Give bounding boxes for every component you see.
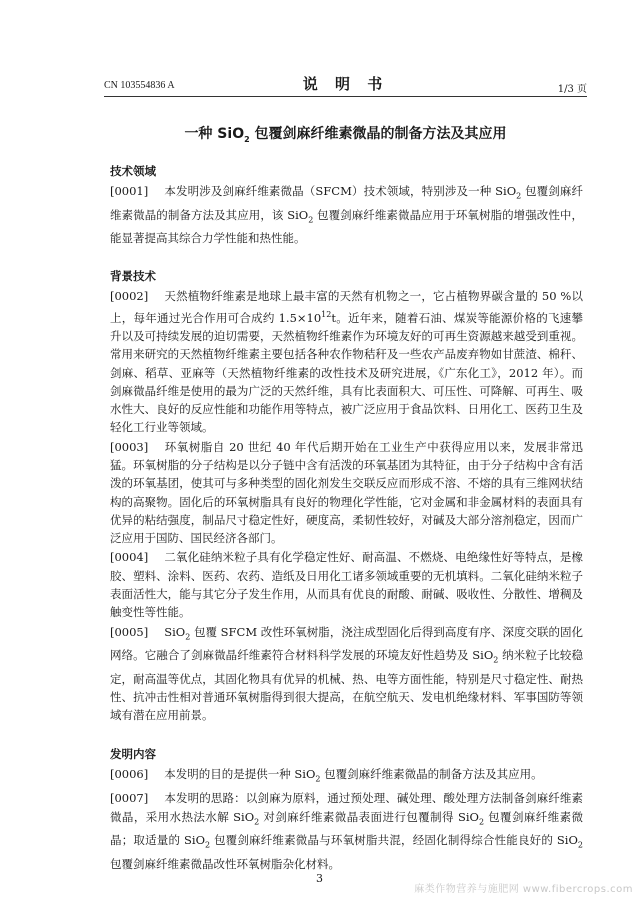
subscript: 2 [493, 655, 499, 665]
subscript: 2 [205, 840, 211, 850]
subscript: 2 [254, 816, 260, 826]
subscript: 2 [185, 631, 191, 641]
paragraph-text: 纳米粒子比较稳定，耐高温等优点，其固化物具有优异的机械、热、电等方面性能，特别是尺寸稳定性、耐热性、抗冲击性相对普通环氧树脂得到很大提高，在航空航天、发电机绝缘材料、军事国防等领域有潜在应用前景。 [110, 648, 583, 723]
paragraph-text: 包覆剑麻纤维素微晶的制备方法及其应用，该 SiO [110, 184, 583, 222]
paragraph-text: 天然植物纤维素是地球上最丰富的天然有机物之一，它占植物界碳含量的 50 %以上，每年通过光合作用可合成约 1.5×10 [110, 289, 583, 325]
paragraph-text: 包覆剑麻纤维素微晶改性环氧树脂杂化材料。 [110, 856, 340, 871]
paragraph-text: 包覆剑麻纤维素微晶与环氧树脂共混，经固化制得综合性能良好的 SiO [210, 833, 578, 848]
paragraph-text: 包覆剑麻纤维素微晶；取适量的 SiO [110, 809, 584, 848]
paragraph-text: 对剑麻纤维素微晶表面进行包覆制得 SiO [259, 809, 479, 824]
title-subscript: 2 [244, 134, 250, 144]
document-title [104, 123, 587, 144]
page-header [104, 72, 587, 96]
title-part: 包覆剑麻纤维素微晶的制备方法及其应用 [249, 126, 507, 142]
paragraph-0002 [110, 287, 583, 436]
paragraph-number: [0004] [110, 550, 149, 565]
paragraph-0004 [110, 548, 583, 621]
page-indicator: 1/3 页 [557, 84, 587, 95]
paragraph-text: 包覆剑麻纤维素微晶应用于环氧树脂的增强改性中，能显著提高其综合力学性能和热性能。 [110, 207, 584, 246]
paragraph-text: 二氧化硅纳米粒子具有化学稳定性好、耐高温、不燃烧、电绝缘性好等特点，是橡胶、塑料、涂料、医药、农药、造纸及日用化工诸多领域重要的无机填料。二氧化硅纳米粒子表面活性大，能与其它分子发生作用，从而具有优良的耐酸、耐碱、吸收性、分散性、增稠及触变性等性能。 [110, 550, 583, 620]
section-heading-background: 背景技术 [110, 269, 156, 284]
subscript: 2 [478, 816, 485, 826]
site-watermark: 麻类作物营养与施肥网 www.fibercrops.com [414, 884, 633, 895]
paragraph-text: 本发明涉及剑麻纤维素微晶（SFCM）技术领域，特别涉及一种 SiO [164, 184, 517, 198]
document-type-title: 说 明 书 [302, 75, 389, 93]
subscript: 2 [308, 214, 314, 224]
section-heading-invention: 发明内容 [110, 746, 156, 761]
paragraph-text: 包覆剑麻纤维素微晶的制备方法及其应用。 [320, 766, 543, 781]
paragraph-number: [0002] [110, 289, 149, 304]
header-divider [104, 96, 587, 97]
paragraph-text: SiO [164, 624, 186, 639]
page-number: 3 [316, 872, 323, 885]
superscript: 12 [321, 309, 332, 319]
paragraph-0005 [110, 623, 583, 725]
paragraph-number: [0007] [110, 791, 149, 806]
subscript: 2 [516, 191, 522, 201]
section-heading-tech-field: 技术领域 [110, 164, 156, 178]
subscript: 2 [315, 774, 321, 784]
paragraph-text: 环氧树脂自 20 世纪 40 年代后期开始在工业生产中获得应用以来，发展非常迅猛。环氧树脂的分子结构是以分子链中含有活泼的环氧基团为其特征，由于分子结构中含有活泼的环氧基团，使其可与多种类型的固化剂发生交联反应而形成不溶、不熔的具有三维网状结构的高聚物。固化后的环氧树脂具有良好的物理化学性能，它对金属和非金属材料的表面具有优异的粘结强度，制品尺寸稳定性好，硬度高，柔韧性较好，对碱及大部分溶剂稳定，因而广泛应用于国防、国民经济各部门。 [110, 439, 583, 546]
patent-number: CN 103554836 A [104, 80, 175, 91]
paragraph-number: [0006] [110, 766, 149, 781]
paragraph-0006 [110, 765, 583, 789]
title-part: 一种 SiO [184, 126, 245, 142]
paragraph-0007 [110, 789, 583, 873]
paragraph-text: t。近年来，随着石油、煤炭等能源价格的飞速攀升以及可持续发展的迫切需要，天然植物纤维素作为环境友好的可再生资源越来越受到重视。常用来研究的天然植物纤维素主要包括各种农作物秸秆及一些农产品废弃物如甘蔗渣、棉秆、剑麻、稻草、亚麻等（天然植物纤维素的改性技术及研究进展，《广东化工》，2012 年）。而剑麻微晶纤维是使用的最为广泛的天然纤维，具有比表面积大、可压性、可降解、可再生、吸水性大、良好的反应性能和功能作用等特点，被广泛应用于食品饮料、日用化工、医药卫生及轻化工行业等领域。 [110, 310, 584, 435]
document-body [110, 163, 583, 874]
subscript: 2 [577, 840, 583, 850]
paragraph-0001 [110, 182, 583, 247]
paragraph-text: 本发明的目的是提供一种 SiO [164, 766, 316, 781]
paragraph-text: 包覆 SFCM 改性环氧树脂，浇注成型固化后得到高度有序、深度交联的固化网络。它融合了剑麻微晶纤维素符合材料科学发展的环境友好性趋势及 SiO [110, 624, 583, 663]
paragraph-number: [0001] [110, 184, 149, 198]
paragraph-text: 本发明的思路：以剑麻为原料，通过预处理、碱处理、酸处理方法制备剑麻纤维素微晶，采用水热法水解 SiO [110, 791, 583, 824]
paragraph-number: [0003] [110, 439, 149, 454]
paragraph-0003 [110, 438, 583, 548]
paragraph-number: [0005] [110, 624, 149, 639]
